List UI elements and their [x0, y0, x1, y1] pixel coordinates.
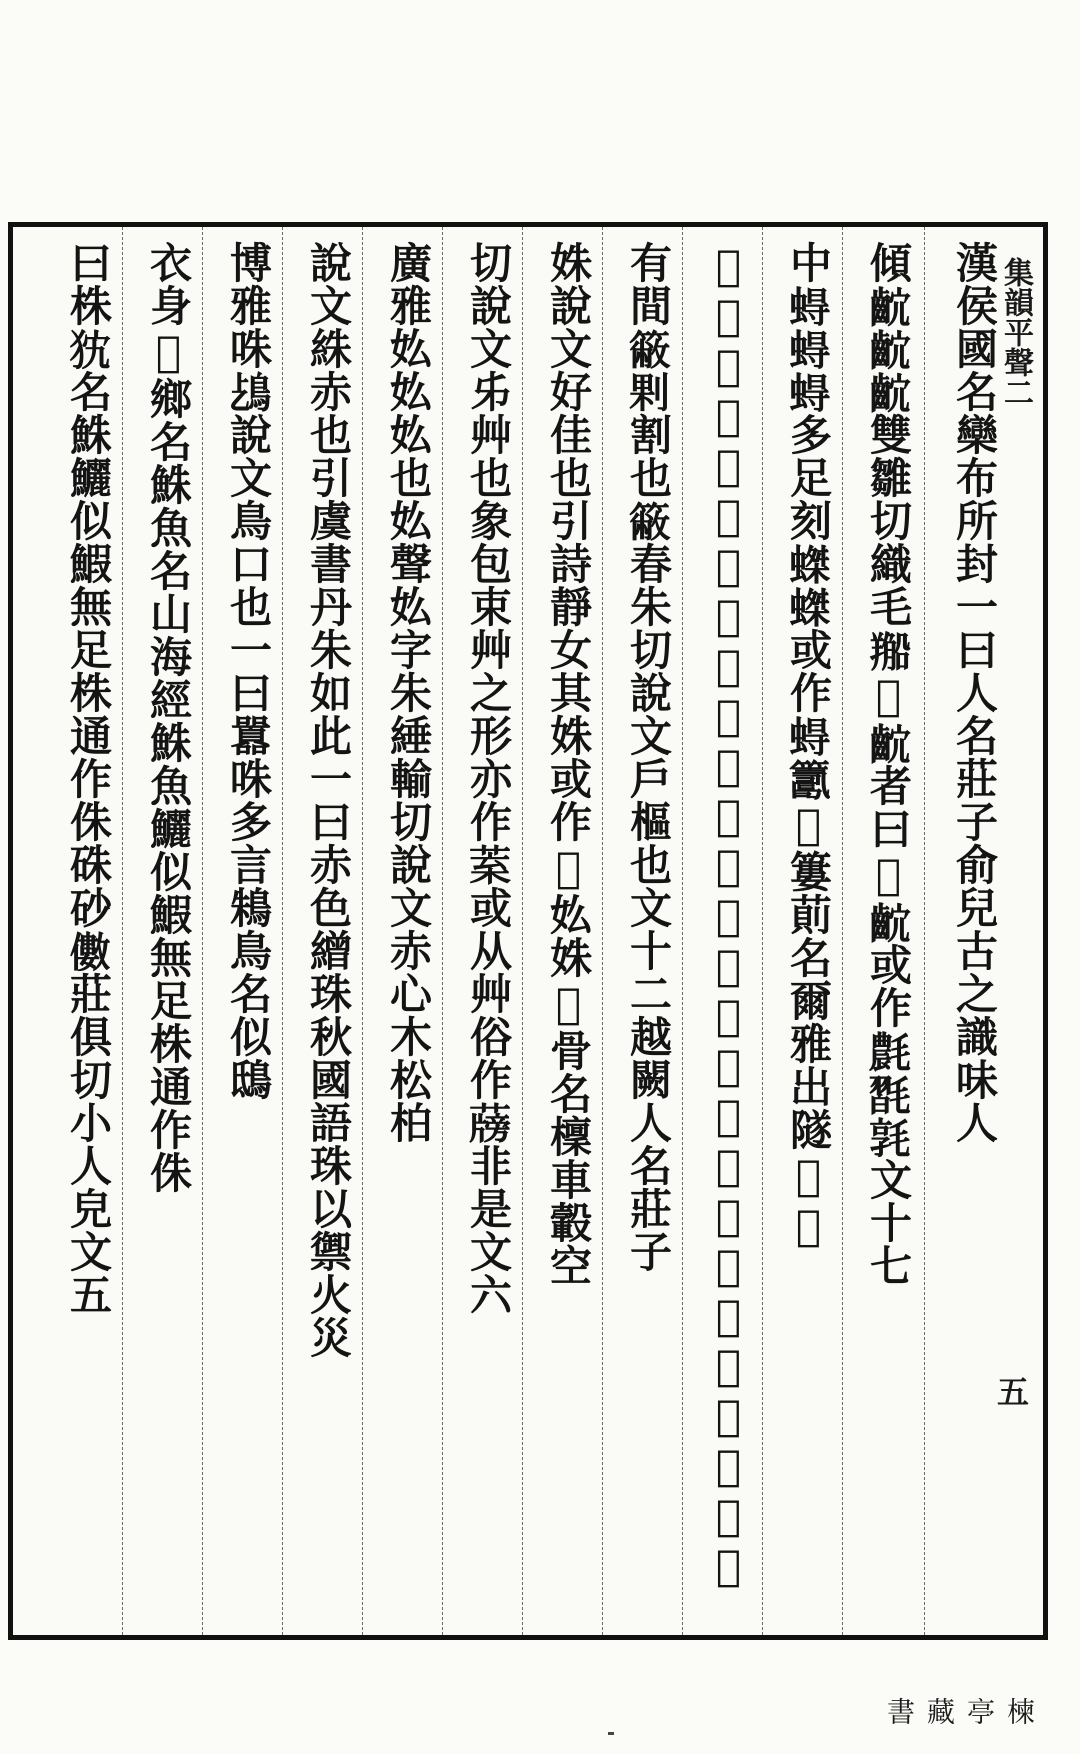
text-column: 衣身𤛓鄉名鮢魚名山海經鮢魚鱺似鰕無足株通作侏 [144, 241, 193, 1194]
column-rule [362, 227, 363, 1635]
text-column: 博雅咮𩾤說文鳥口也一曰囂咮多言鴸鳥名似鴟 [224, 241, 273, 1101]
text-column: 漢侯國名欒布所封一曰人名莊子俞兒古之識味人 [950, 241, 999, 1144]
margin-title: 集韻平聲二 [998, 257, 1033, 407]
text-column: 姝說文好佳也引詩靜女其姝或作𡛴𡚸姝𩨭骨名檁車轂空 [544, 241, 593, 1287]
text-column: 有間𥳆𠜴割也𥳆春朱切說文戶樞也文十二越闕人名莊子 [624, 241, 673, 1273]
column-rule [924, 227, 925, 1635]
text-frame [8, 222, 1048, 1725]
column-rule [842, 227, 843, 1635]
text-column: 𣲬博雅𣲬說文飯筥也受五升秦謂筥曰𥶄𣯨毛起皃八荒中有毛人 [704, 241, 753, 1591]
column-rule [762, 227, 763, 1635]
column-rule [522, 227, 523, 1635]
text-column: 廣雅𡚸𡚸𡚸也𡚸聲𡚸字朱綞輸切說文赤心木松柏 [384, 241, 433, 1144]
text-column: 說文絑赤也引虞書丹朱如此一曰赤色繒珠秋國語珠以禦火災 [304, 241, 353, 1359]
column-rule [202, 227, 203, 1635]
column-rule [282, 227, 283, 1635]
ink-speck [608, 1732, 614, 1735]
column-rule [442, 227, 443, 1635]
text-column: 曰株𤝨名鮢鱺似鰕無足株通作侏硃砂𠐍莊俱切小人皃文五 [64, 241, 113, 1316]
margin-page-number: 五 [996, 1373, 1029, 1411]
text-column: 傾𪗴𪗴𪗴雙雛切織毛𦏂𣮂𪗴者曰𣮂𪗴或作𣰊𣯮𣮢文十七 [864, 241, 913, 1287]
column-rule [682, 227, 683, 1635]
text-column: 切說文𠂔艸也象包束艸之形亦作𦯧或从艸俗作𦾭非是文六 [464, 241, 513, 1316]
column-rule [602, 227, 603, 1635]
column-rule [122, 227, 123, 1635]
text-column: 中𧍋𧍋𧍋多足刻𧎩𧎩或作𧍋𥵽𦫋簍萴名爾雅出隧𦫋𦫋 [784, 241, 833, 1251]
margin-printer: 楝亭藏書 [883, 1697, 1036, 1725]
